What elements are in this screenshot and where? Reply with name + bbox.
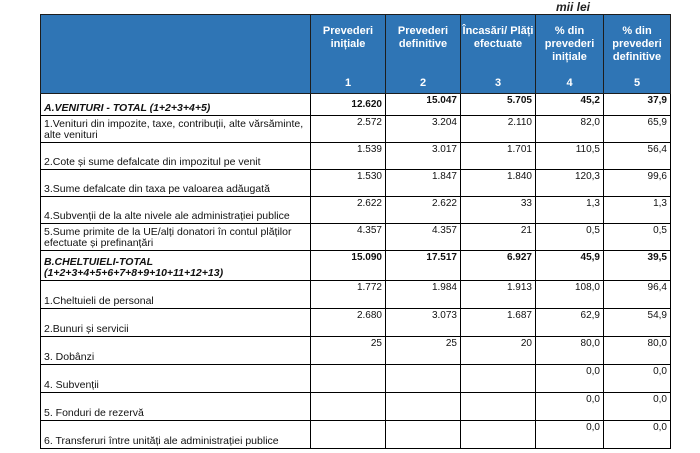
cell-pct-initiale: 0,5: [536, 224, 604, 251]
header-col-4-title: % din prevederi inițiale: [544, 25, 595, 63]
table-row: [41, 281, 671, 309]
row-label: 5.Sume primite de la UE/alți donatori în contul plăților efectuate și prefinanțări: [41, 224, 311, 251]
header-label-cell: [41, 15, 311, 94]
cell-incasari: [461, 393, 536, 421]
table-row: [41, 224, 671, 251]
cell-prev-definitive: 1.984: [386, 281, 461, 309]
header-col-5: [604, 15, 671, 94]
cell-pct-initiale: 1,3: [536, 197, 604, 224]
cell-prev-definitive: 3.204: [386, 116, 461, 143]
cell-prev-initiale: 2.622: [311, 197, 386, 224]
header-col-2-num: 2: [419, 77, 427, 89]
table-row: [41, 116, 671, 143]
header-col-3-num: 3: [494, 77, 502, 89]
cell-pct-initiale: 0,0: [536, 393, 604, 421]
cell-pct-initiale: 62,9: [536, 309, 604, 337]
cell-pct-definitive: 99,6: [604, 170, 671, 197]
cell-pct-definitive: 80,0: [604, 337, 671, 365]
header-col-2: [386, 15, 461, 94]
cell-pct-definitive: 54,9: [604, 309, 671, 337]
cell-prev-definitive: 2.622: [386, 197, 461, 224]
unit-label: mii lei: [556, 0, 591, 14]
header-col-1-title: Prevederi inițiale: [322, 25, 374, 50]
table-row: [41, 337, 671, 365]
row-label: 3. Dobânzi: [41, 337, 311, 365]
cell-pct-initiale: 82,0: [536, 116, 604, 143]
cell-prev-definitive: 4.357: [386, 224, 461, 251]
row-label: 2.Bunuri și servicii: [41, 309, 311, 337]
header-col-5-num: 5: [633, 77, 641, 89]
cell-incasari: 1.840: [461, 170, 536, 197]
row-label: 4.Subvenții de la alte nivele ale administrației publice: [41, 197, 311, 224]
cell-incasari: 1.701: [461, 143, 536, 170]
row-label: B.CHELTUIELI-TOTAL (1+2+3+4+5+6+7+8+9+10+11+12+13): [41, 251, 311, 281]
cell-pct-initiale: 120,3: [536, 170, 604, 197]
table-row: [41, 94, 671, 116]
cell-pct-definitive: 0,0: [604, 365, 671, 393]
table-row: [41, 170, 671, 197]
header-col-4: [536, 15, 604, 94]
cell-prev-initiale: 2.680: [311, 309, 386, 337]
cell-prev-definitive: 25: [386, 337, 461, 365]
table-row: [41, 197, 671, 224]
cell-prev-initiale: 2.572: [311, 116, 386, 143]
cell-prev-initiale: 1.772: [311, 281, 386, 309]
cell-pct-initiale: 108,0: [536, 281, 604, 309]
cell-incasari: 21: [461, 224, 536, 251]
header-col-3: [461, 15, 536, 94]
cell-prev-initiale: 1.539: [311, 143, 386, 170]
table-row: [41, 251, 671, 281]
cell-prev-definitive: [386, 421, 461, 449]
cell-incasari: 33: [461, 197, 536, 224]
header-col-4-num: 4: [566, 77, 573, 89]
cell-pct-initiale: 0,0: [536, 365, 604, 393]
row-label: 5. Fonduri de rezervă: [41, 393, 311, 421]
cell-incasari: 1.913: [461, 281, 536, 309]
cell-pct-definitive: 37,9: [604, 94, 671, 116]
cell-prev-definitive: [386, 365, 461, 393]
cell-pct-definitive: 1,3: [604, 197, 671, 224]
cell-pct-definitive: 0,0: [604, 421, 671, 449]
row-label: 1.Venituri din impozite, taxe, contribuții, alte vărsăminte, alte venituri: [41, 116, 311, 143]
cell-pct-initiale: 110,5: [536, 143, 604, 170]
header-col-1-num: 1: [344, 77, 352, 89]
cell-pct-initiale: 80,0: [536, 337, 604, 365]
row-label: A.VENITURI - TOTAL (1+2+3+4+5): [41, 94, 311, 116]
row-label: 2.Cote și sume defalcate din impozitul pe venit: [41, 143, 311, 170]
cell-prev-initiale: 15.090: [311, 251, 386, 281]
header-col-1: [311, 15, 386, 94]
cell-incasari: 5.705: [461, 94, 536, 116]
cell-incasari: 2.110: [461, 116, 536, 143]
table-row: [41, 421, 671, 449]
header-col-2-title: Prevederi definitive: [397, 25, 449, 50]
cell-pct-definitive: 39,5: [604, 251, 671, 281]
cell-incasari: [461, 365, 536, 393]
cell-prev-initiale: [311, 421, 386, 449]
row-label: 4. Subvenții: [41, 365, 311, 393]
cell-prev-initiale: 25: [311, 337, 386, 365]
table-row: [41, 393, 671, 421]
cell-prev-initiale: [311, 393, 386, 421]
cell-incasari: 20: [461, 337, 536, 365]
cell-prev-definitive: 15.047: [386, 94, 461, 116]
cell-pct-definitive: 0,5: [604, 224, 671, 251]
cell-incasari: 1.687: [461, 309, 536, 337]
cell-pct-definitive: 0,0: [604, 393, 671, 421]
cell-pct-initiale: 0,0: [536, 421, 604, 449]
row-label: 1.Cheltuieli de personal: [41, 281, 311, 309]
cell-incasari: 6.927: [461, 251, 536, 281]
budget-table: [40, 14, 671, 449]
header-col-5-title: % din prevederi definitive: [612, 25, 662, 63]
header-row: [41, 15, 671, 94]
cell-pct-definitive: 56,4: [604, 143, 671, 170]
cell-prev-initiale: 4.357: [311, 224, 386, 251]
cell-prev-initiale: 1.530: [311, 170, 386, 197]
row-label: 3.Sume defalcate din taxa pe valoarea adăugată: [41, 170, 311, 197]
header-col-3-title: Încasări/ Plăți efectuate: [462, 25, 534, 50]
cell-prev-definitive: 1.847: [386, 170, 461, 197]
cell-pct-definitive: 96,4: [604, 281, 671, 309]
cell-prev-definitive: [386, 393, 461, 421]
row-label: 6. Transferuri între unități ale administrației publice: [41, 421, 311, 449]
cell-prev-initiale: 12.620: [311, 94, 386, 116]
cell-pct-definitive: 65,9: [604, 116, 671, 143]
table-row: [41, 309, 671, 337]
cell-incasari: [461, 421, 536, 449]
cell-prev-definitive: 17.517: [386, 251, 461, 281]
cell-prev-initiale: [311, 365, 386, 393]
table-row: [41, 143, 671, 170]
cell-prev-definitive: 3.017: [386, 143, 461, 170]
cell-pct-initiale: 45,9: [536, 251, 604, 281]
cell-prev-definitive: 3.073: [386, 309, 461, 337]
table-row: [41, 365, 671, 393]
cell-pct-initiale: 45,2: [536, 94, 604, 116]
